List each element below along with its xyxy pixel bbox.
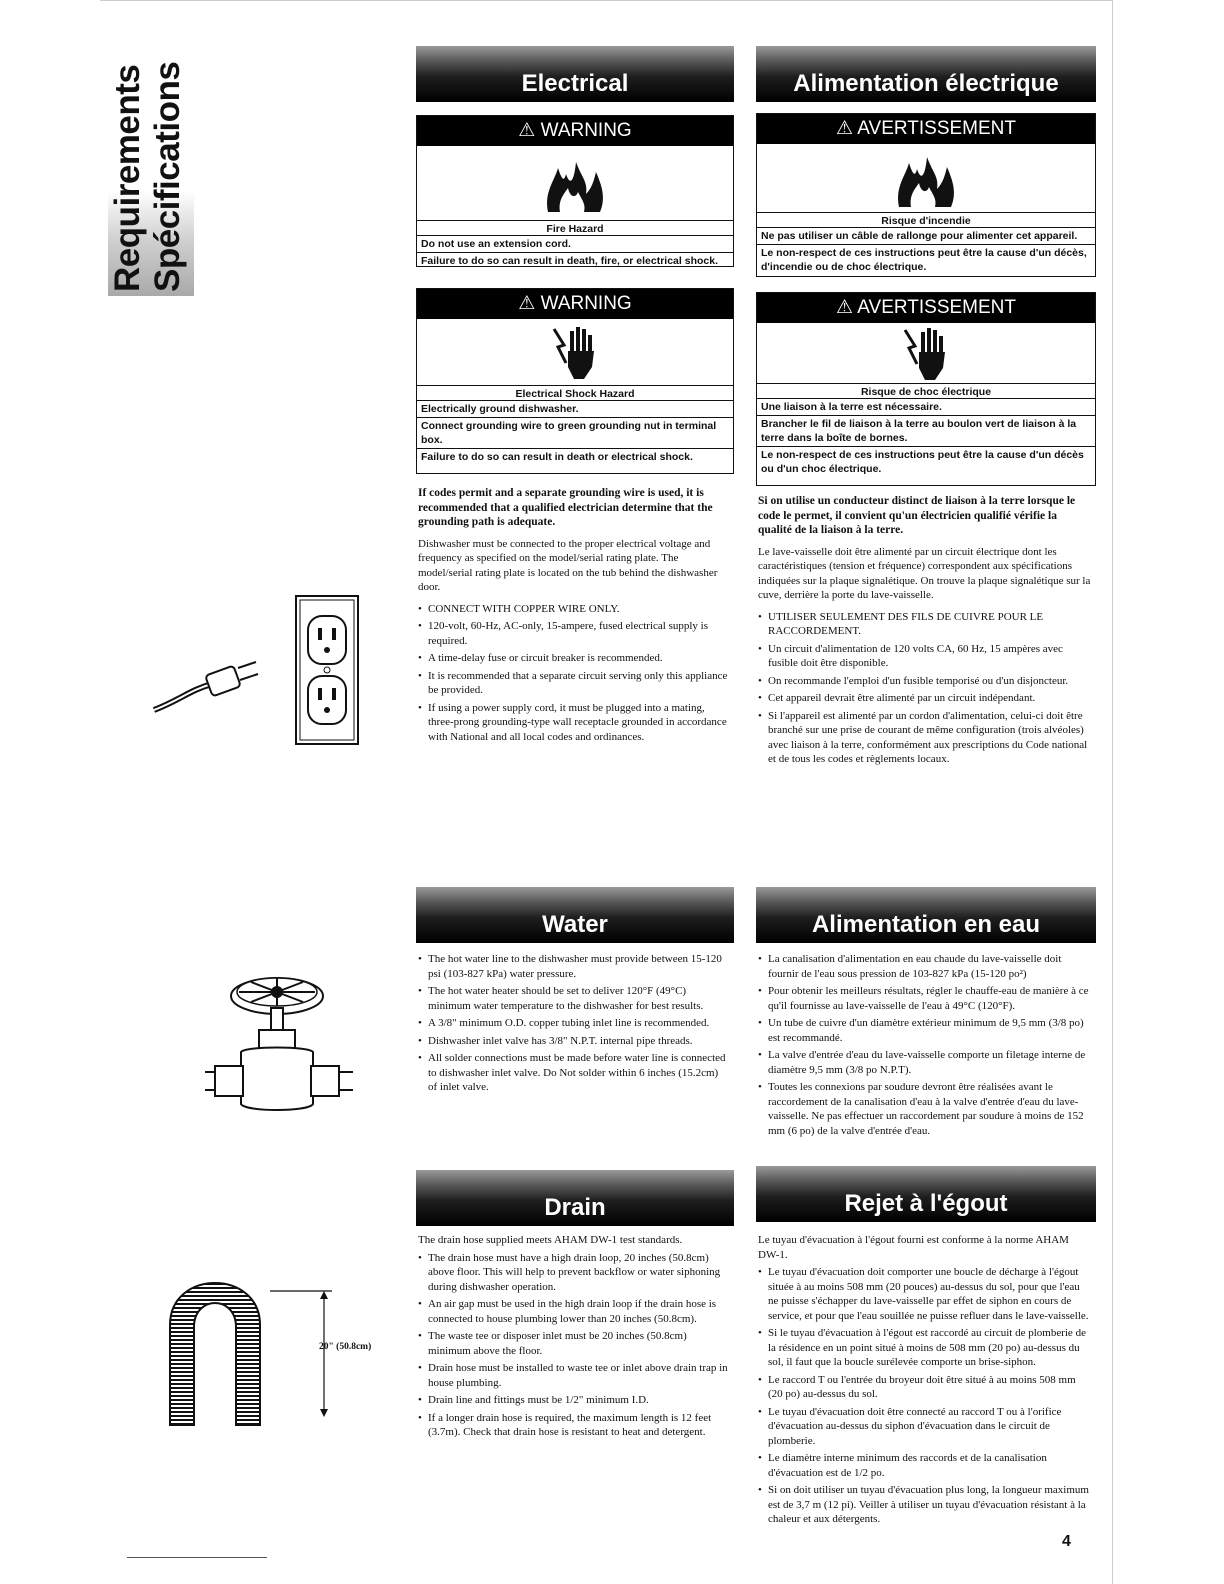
water-valve-illustration	[205, 962, 355, 1122]
warning-label: WARNING	[540, 293, 632, 314]
water-list	[418, 952, 730, 1095]
drain-fr-title: Rejet à l'égout	[844, 1190, 1008, 1217]
list-item: • If using a power supply cord, it must be plugged into a mating, three-prong grounding-type wall receptacle grounded in accordance with National and all local codes and ordinances.	[418, 701, 730, 745]
electrical-fr-title: Alimentation électrique	[793, 70, 1059, 97]
warning-triangle-icon: ⚠	[836, 118, 854, 139]
electrical-lead: If codes permit and a separate grounding wire is used, it is recommended that a qualified electrician determine that the grounding path is adequate.	[418, 487, 713, 528]
list-item: • A 3/8" minimum O.D. copper tubing inlet line is recommended.	[418, 1016, 730, 1031]
list-item: • On recommande l'emploi d'un fusible temporisé ou d'un disjoncteur.	[758, 674, 1092, 689]
water-header	[416, 887, 734, 943]
fire-hazard-icon	[417, 146, 733, 220]
title-requirements: Requirements	[108, 64, 147, 292]
fire-hazard-icon	[757, 144, 1095, 212]
fire-hazard-fr-title: Risque d'incendie	[757, 212, 1095, 227]
electrical-header	[416, 46, 734, 102]
warning-label: AVERTISSEMENT	[857, 118, 1016, 139]
list-item: • Dishwasher inlet valve has 3/8" N.P.T. internal pipe threads.	[418, 1034, 730, 1049]
title-specifications: Spécifications	[148, 61, 187, 292]
fire-warning-line: Do not use an extension cord.	[417, 235, 733, 252]
water-fr-title: Alimentation en eau	[811, 911, 1041, 938]
list-item: • La valve d'entrée d'eau du lave-vaisselle comporte un filetage interne de diamètre 9,5 mm (3/8 po N.P.T).	[758, 1048, 1092, 1077]
water-body	[418, 952, 730, 1098]
list-item: • Toutes les connexions par soudure devront être réalisées avant le raccordement de la canalisation d'eau à la valve d'entrée d'eau du lave-vaisselle. Ne pas effectuer un raccordement par soudure à moins de 152 mm (6 po) de la valve d'entrée d'eau.	[758, 1080, 1092, 1138]
drain-height-dimension: 20" (50.8cm)	[319, 1342, 372, 1352]
shock-hazard-fr-title: Risque de choc électrique	[757, 383, 1095, 398]
list-item: • The drain hose must have a high drain loop, 20 inches (50.8cm) above floor. This will help to prevent backflow or water siphoning during dishwasher operation.	[418, 1251, 730, 1295]
list-item: • Drain hose must be installed to waste tee or inlet above drain trap in house plumbing.	[418, 1361, 730, 1390]
drain-header	[416, 1170, 734, 1226]
drain-fr-intro: Le tuyau d'évacuation à l'égout fourni est conforme à la norme AHAM DW-1.	[758, 1234, 1069, 1261]
electrical-fr-header	[756, 46, 1096, 102]
shock-warning-line: Connect grounding wire to green grounding nut in terminal box.	[417, 417, 733, 448]
electrical-paragraph: Dishwasher must be connected to the proper electrical voltage and frequency as specified on the model/serial rating plate. The model/serial rating plate is located on the tub behind the dishwasher door.	[418, 537, 718, 593]
water-fr-body	[758, 952, 1092, 1141]
warning-bar	[757, 114, 1095, 144]
fire-hazard-title: Fire Hazard	[417, 220, 733, 235]
list-item: • Le tuyau d'évacuation doit être connecté au raccord T ou à l'orifice d'évacuation au-dessus du siphon d'évacuation dans le circuit de plomberie.	[758, 1405, 1092, 1449]
list-item: • Un tube de cuivre d'un diamètre extérieur minimum de 9,5 mm (3/8 po) est recommandé.	[758, 1016, 1092, 1045]
shock-hazard-icon	[757, 323, 1095, 383]
electrical-title: Electrical	[521, 70, 629, 97]
list-item: • All solder connections must be made before water line is connected to dishwasher inlet valve. Do Not solder within 6 inches (15.2cm) of inlet valve.	[418, 1051, 730, 1095]
top-rule	[100, 0, 1112, 1]
list-item: • A time-delay fuse or circuit breaker is recommended.	[418, 651, 730, 666]
electrical-fr-lead: Si on utilise un conducteur distinct de liaison à la terre lorsque le code le permet, il convient qu'un électricien qualifié vérifie la qualité de la liaison à la terre.	[758, 495, 1076, 536]
list-item: • The hot water heater should be set to deliver 120°F (49°C) minimum water temperature to the dishwasher for best results.	[418, 984, 730, 1013]
electrical-fr-paragraph: Le lave-vaisselle doit être alimenté par un circuit électrique dont les caractéristiques (tension et fréquence) correspondent aux spécifications indiquées sur la plaque signalétique. On trouve la plaque signalétique sur la cuve, derrière la porte du lave-vaisselle.	[758, 545, 1091, 601]
list-item: • Pour obtenir les meilleurs résultats, régler le chauffe-eau de manière à ce qu'il fournisse au lave-vaisselle de l'eau à 49°C (120°F).	[758, 984, 1092, 1013]
fire-warning-fr-line: Le non-respect de ces instructions peut être la cause d'un décès, d'incendie ou de choc électrique.	[757, 244, 1095, 275]
electrical-fr-body	[758, 494, 1092, 770]
warning-triangle-icon: ⚠	[518, 120, 536, 141]
right-rule	[1112, 0, 1113, 1584]
list-item: • If a longer drain hose is required, the maximum length is 12 feet (3.7m). Check that drain hose is resistant to heat and detergent.	[418, 1411, 730, 1440]
list-item: • Drain line and fittings must be 1/2" minimum I.D.	[418, 1393, 730, 1408]
list-item: • Le raccord T ou l'entrée du broyeur doit être situé à au moins 508 mm (20 po) au-dessus du sol.	[758, 1373, 1092, 1402]
shock-warning-fr-box	[756, 292, 1096, 486]
warning-triangle-icon: ⚠	[518, 293, 536, 314]
drain-fr-list	[758, 1265, 1092, 1527]
list-item: • Le diamètre interne minimum des raccords et de la canalisation d'évacuation est de 1/2 po.	[758, 1451, 1092, 1480]
electrical-body	[418, 486, 730, 747]
outlet-plug-illustration	[150, 590, 370, 750]
drain-intro: The drain hose supplied meets AHAM DW-1 test standards.	[418, 1234, 683, 1246]
fire-warning-fr-line: Ne pas utiliser un câble de rallonge pour alimenter cet appareil.	[757, 227, 1095, 244]
shock-warning-box	[416, 288, 734, 474]
fire-warning-fr-box	[756, 113, 1096, 277]
drain-fr-body	[758, 1233, 1092, 1530]
warning-triangle-icon: ⚠	[836, 297, 854, 318]
drain-body	[418, 1233, 730, 1443]
shock-hazard-title: Electrical Shock Hazard	[417, 385, 733, 400]
shock-warning-fr-line: Le non-respect de ces instructions peut être la cause d'un décès ou d'un choc électrique.	[757, 446, 1095, 477]
fire-warning-box	[416, 115, 734, 267]
list-item: • An air gap must be used in the high drain loop if the drain hose is connected to house plumbing lower than 20 inches (50.8cm).	[418, 1297, 730, 1326]
section-sidebar-title	[108, 46, 194, 296]
drain-list	[418, 1251, 730, 1440]
warning-bar	[417, 289, 733, 319]
warning-bar	[417, 116, 733, 146]
warning-label: WARNING	[540, 120, 632, 141]
water-fr-list	[758, 952, 1092, 1138]
list-item: • 120-volt, 60-Hz, AC-only, 15-ampere, fused electrical supply is required.	[418, 619, 730, 648]
list-item: • Si l'appareil est alimenté par un cordon d'alimentation, celui-ci doit être branché sur une prise de courant de même configuration (trois alvéoles) avec liaison à la terre, conformément aux prescriptions du Code national et de tous les codes et règlements locaux.	[758, 709, 1092, 767]
warning-bar	[757, 293, 1095, 323]
list-item: • La canalisation d'alimentation en eau chaude du lave-vaisselle doit fournir de l'eau sous pression de 103-827 kPa (15-120 po²)	[758, 952, 1092, 981]
list-item: • Un circuit d'alimentation de 120 volts CA, 60 Hz, 15 ampères avec fusible doit être disponible.	[758, 642, 1092, 671]
shock-warning-fr-line: Une liaison à la terre est nécessaire.	[757, 398, 1095, 415]
warning-label: AVERTISSEMENT	[857, 297, 1016, 318]
page-number: 4	[1062, 1533, 1071, 1550]
list-item: • CONNECT WITH COPPER WIRE ONLY.	[418, 602, 730, 617]
shock-warning-line: Failure to do so can result in death or electrical shock.	[417, 448, 733, 465]
electrical-fr-list	[758, 610, 1092, 767]
list-item: • Le tuyau d'évacuation doit comporter une boucle de décharge à l'égout située à au moins 508 mm (20 pouces) au-dessus du sol, pour que l'eau ne puisse s'échapper du lave-vaisselle par effet de siphon en cours de service, et pour que l'eau souillée ne puisse refluer dans le lave-vaisselle.	[758, 1265, 1092, 1323]
fire-warning-line: Failure to do so can result in death, fire, or electrical shock.	[417, 252, 733, 269]
list-item: • Si on doit utiliser un tuyau d'évacuation plus long, la longueur maximum est de 3,7 m (12 pi). Veiller à utiliser un tuyau d'évacuation résistant à la chaleur et aux détergents.	[758, 1483, 1092, 1527]
list-item: • The waste tee or disposer inlet must be 20 inches (50.8cm) minimum above the floor.	[418, 1329, 730, 1358]
list-item: • UTILISER SEULEMENT DES FILS DE CUIVRE POUR LE RACCORDEMENT.	[758, 610, 1092, 639]
water-title: Water	[542, 911, 608, 938]
list-item: • Cet appareil devrait être alimenté par un circuit indépendant.	[758, 691, 1092, 706]
drain-fr-header	[756, 1166, 1096, 1222]
list-item: • It is recommended that a separate circuit serving only this appliance be provided.	[418, 669, 730, 698]
footer-rule	[127, 1557, 267, 1558]
list-item: • Si le tuyau d'évacuation à l'égout est raccordé au circuit de plomberie de la résidence en un point situé à moins de 508 mm (20 po) au-dessus du sol, il faut que la boucle surélevée comporte un brise-siphon.	[758, 1326, 1092, 1370]
shock-warning-line: Electrically ground dishwasher.	[417, 400, 733, 417]
drain-title: Drain	[544, 1194, 606, 1221]
list-item: • The hot water line to the dishwasher must provide between 15-120 psi (103-827 kPa) water pressure.	[418, 952, 730, 981]
shock-warning-fr-line: Brancher le fil de liaison à la terre au boulon vert de liaison à la terre dans la boîte de bornes.	[757, 415, 1095, 446]
electrical-list	[418, 602, 730, 745]
water-fr-header	[756, 887, 1096, 943]
shock-hazard-icon	[417, 319, 733, 385]
